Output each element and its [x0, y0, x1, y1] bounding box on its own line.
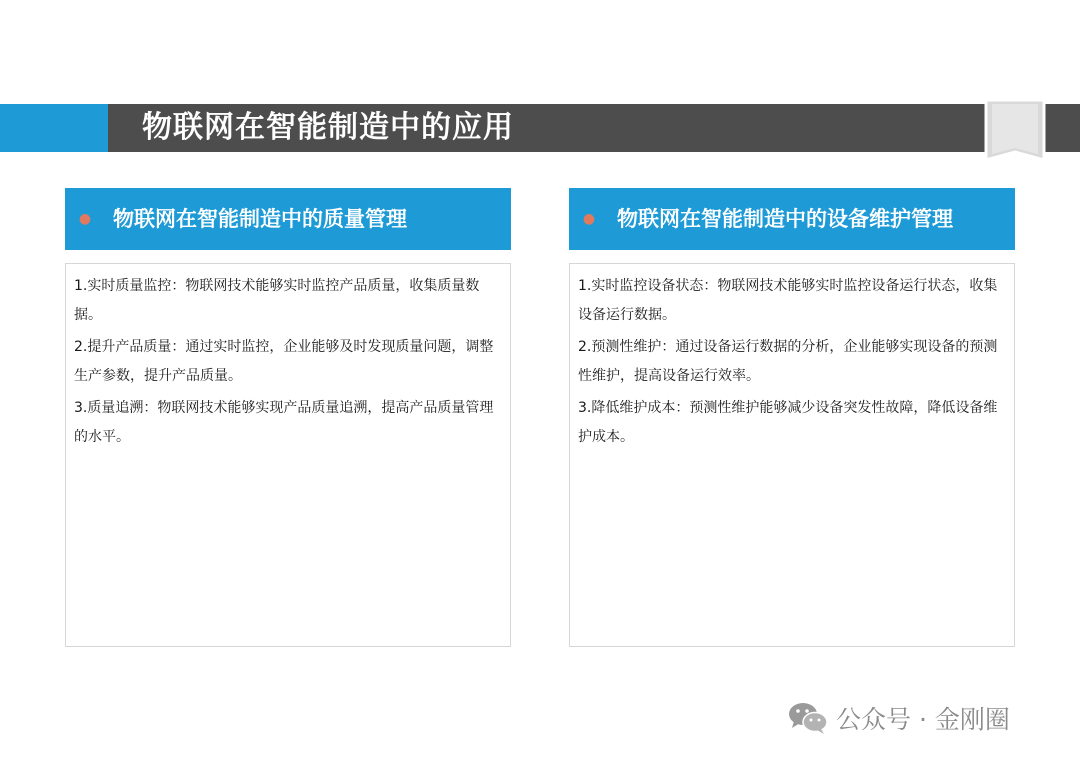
bullet-icon: ● — [78, 211, 92, 227]
watermark — [788, 700, 1010, 736]
bullet-icon: ● — [582, 211, 596, 227]
card-title: 物联网在智能制造中的设备维护管理 — [617, 207, 953, 231]
quality-management-card — [65, 188, 511, 647]
card-header — [65, 188, 511, 250]
list-item: 3.质量追溯：物联网技术能够实现产品质量追溯，提高产品质量管理的水平。 — [74, 400, 494, 445]
list-item: 2.预测性维护：通过设备运行数据的分析，企业能够实现设备的预测性维护，提高设备运行效率。 — [578, 339, 998, 384]
card-header — [569, 188, 1015, 250]
card-title: 物联网在智能制造中的质量管理 — [113, 207, 407, 231]
list-item: 2.提升产品质量：通过实时监控，企业能够及时发现质量问题，调整生产参数，提升产品质量。 — [74, 339, 494, 384]
card-body — [569, 263, 1015, 647]
bookmark-icon — [984, 98, 1046, 168]
title-accent-block — [0, 104, 108, 152]
list-item: 1.实时监控设备状态：物联网技术能够实时监控设备运行状态，收集设备运行数据。 — [578, 278, 998, 323]
card-body — [65, 263, 511, 647]
list-item: 3.降低维护成本：预测性维护能够减少设备突发性故障，降低设备维护成本。 — [578, 400, 998, 445]
list-item: 1.实时质量监控：物联网技术能够实时监控产品质量，收集质量数据。 — [74, 278, 480, 323]
wechat-icon — [788, 701, 828, 735]
page-title: 物联网在智能制造中的应用 — [142, 110, 514, 145]
watermark-text: 公众号 · 金刚圈 — [836, 705, 1010, 734]
equipment-maintenance-card — [569, 188, 1015, 647]
